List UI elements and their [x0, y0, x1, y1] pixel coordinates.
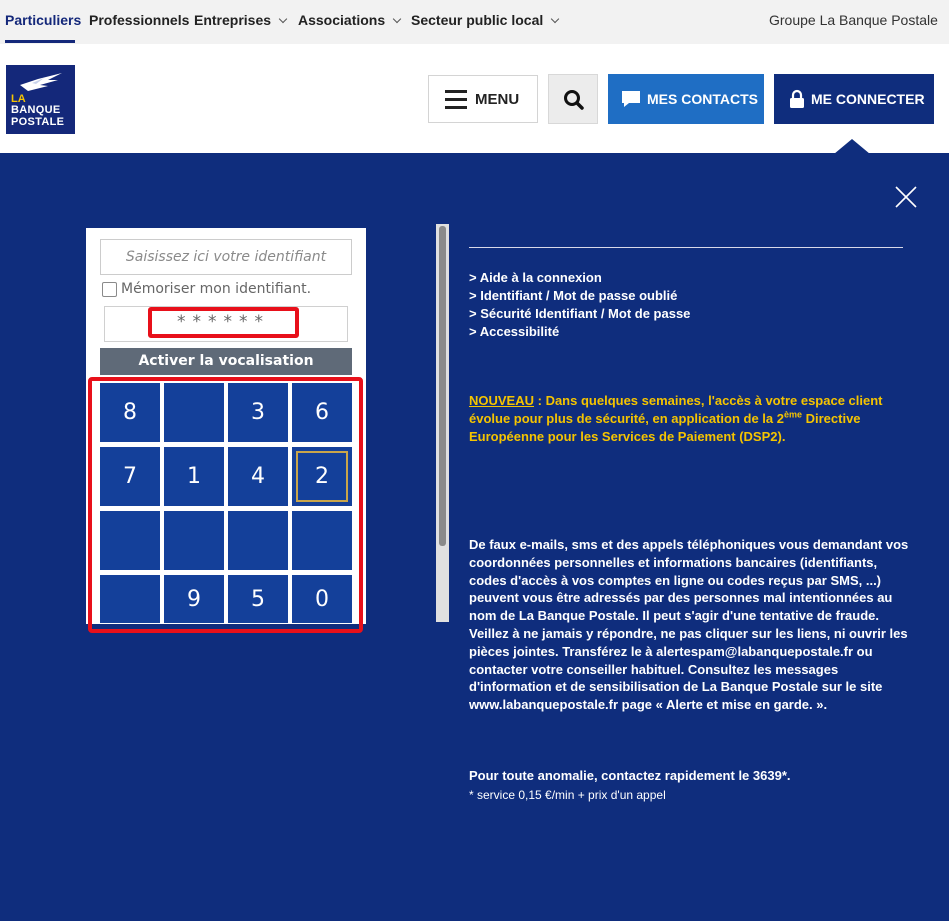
chevron-down-icon — [393, 15, 401, 23]
nav-associations-label: Associations — [298, 12, 386, 28]
contacts-button[interactable] — [608, 74, 764, 124]
identifiant-input[interactable] — [100, 239, 352, 275]
panel-scrollbar[interactable] — [436, 224, 449, 622]
nav-professionnels[interactable]: Professionnels — [89, 12, 190, 28]
logo-line-2: BANQUE — [11, 104, 61, 116]
help-links — [469, 269, 690, 341]
anomaly-contact: Pour toute anomalie, contactez rapidement le 3639*. — [469, 768, 791, 783]
chat-icon — [621, 90, 641, 108]
active-tab-underline — [5, 40, 75, 43]
search-icon — [549, 75, 599, 125]
dropdown-pointer — [834, 139, 870, 154]
keypad-key[interactable]: 4 — [228, 447, 288, 506]
hamburger-icon — [445, 90, 467, 108]
logo-line-1: LA — [11, 93, 26, 105]
menu-button[interactable] — [428, 75, 538, 123]
keypad-key[interactable]: 9 — [164, 575, 224, 623]
keypad-key[interactable]: 5 — [228, 575, 288, 623]
remember-checkbox[interactable] — [102, 282, 117, 297]
top-nav — [0, 0, 949, 44]
password-mask: ****** — [177, 312, 270, 332]
keypad-key[interactable]: 2 — [292, 447, 352, 506]
keypad-key[interactable]: 3 — [228, 383, 288, 442]
help-link-aide[interactable]: > Aide à la connexion — [469, 270, 602, 285]
bird-logo-icon — [18, 71, 64, 93]
notice-sup: ème — [783, 409, 802, 420]
connect-button[interactable] — [774, 74, 934, 124]
help-link-securite[interactable]: > Sécurité Identifiant / Mot de passe — [469, 306, 691, 321]
close-icon[interactable] — [894, 185, 918, 209]
keypad-key[interactable]: 0 — [292, 575, 352, 623]
scrollbar-thumb[interactable] — [439, 226, 446, 546]
keypad-key[interactable]: 1 — [164, 447, 224, 506]
keypad-key[interactable]: 8 — [100, 383, 160, 442]
service-price-note: * service 0,15 €/min + prix d'un appel — [469, 788, 666, 802]
bank-logo[interactable] — [6, 65, 75, 134]
remember-identifiant[interactable] — [102, 281, 311, 297]
password-highlight — [148, 307, 299, 338]
nav-entreprises[interactable] — [194, 12, 286, 28]
logo-line-3: POSTALE — [11, 116, 65, 128]
notice-text-before: : Dans quelques semaines, l'accès à votre espace client évolue pour plus de sécurité, en application de la 2 — [469, 393, 883, 426]
nav-secteur-public-local-label: Secteur public local — [411, 12, 544, 28]
keypad-key[interactable]: 7 — [100, 447, 160, 506]
contacts-label: MES CONTACTS — [647, 91, 758, 107]
nav-associations[interactable] — [298, 12, 400, 28]
remember-label: Mémoriser mon identifiant. — [121, 281, 312, 297]
menu-label: MENU — [475, 90, 520, 108]
group-link[interactable]: Groupe La Banque Postale — [769, 12, 938, 28]
help-link-oublie[interactable]: > Identifiant / Mot de passe oublié — [469, 288, 678, 303]
keypad-highlight — [88, 377, 363, 633]
site-header — [0, 44, 949, 153]
search-button[interactable] — [548, 74, 598, 124]
chevron-down-icon — [551, 15, 559, 23]
vocalisation-button[interactable]: Activer la vocalisation — [100, 348, 352, 375]
chevron-down-icon — [279, 15, 287, 23]
notice-tag[interactable]: NOUVEAU — [469, 393, 535, 408]
divider — [469, 247, 903, 248]
nav-secteur-public-local[interactable] — [411, 12, 558, 28]
nav-particuliers[interactable]: Particuliers — [5, 12, 82, 28]
nav-entreprises-label: Entreprises — [194, 12, 272, 28]
fraud-warning: De faux e-mails, sms et des appels téléphoniques vous demandant vos coordonnées personnelles et informations bancaires (identifiants, codes d'accès à vos comptes en ligne ou codes reçus par SMS, ...) peuvent vous être adressés par des personnes mal intentionnées au nom de La Banque Postale. Il peut s'agir d'une tentative de fraude. Veillez à ne jamais y répondre, ne pas cliquer sur les liens, ni ouvrir les pièces jointes. Transférez le à alertespam@labanquepostale.fr ou contacter votre conseiller habituel. Consultez les messages d'information et de sensibilisation de La Banque Postale sur le site www.labanquepostale.fr page « Alerte et mise en garde. ». — [469, 537, 909, 713]
keypad-key[interactable]: 6 — [292, 383, 352, 442]
dsp2-notice — [469, 392, 909, 446]
notice-text-after: Directive Européenne pour les Services de Paiement (DSP2). — [469, 411, 861, 444]
connect-label: ME CONNECTER — [811, 91, 925, 107]
help-link-accessibilite[interactable]: > Accessibilité — [469, 324, 560, 339]
lock-icon — [789, 89, 805, 109]
